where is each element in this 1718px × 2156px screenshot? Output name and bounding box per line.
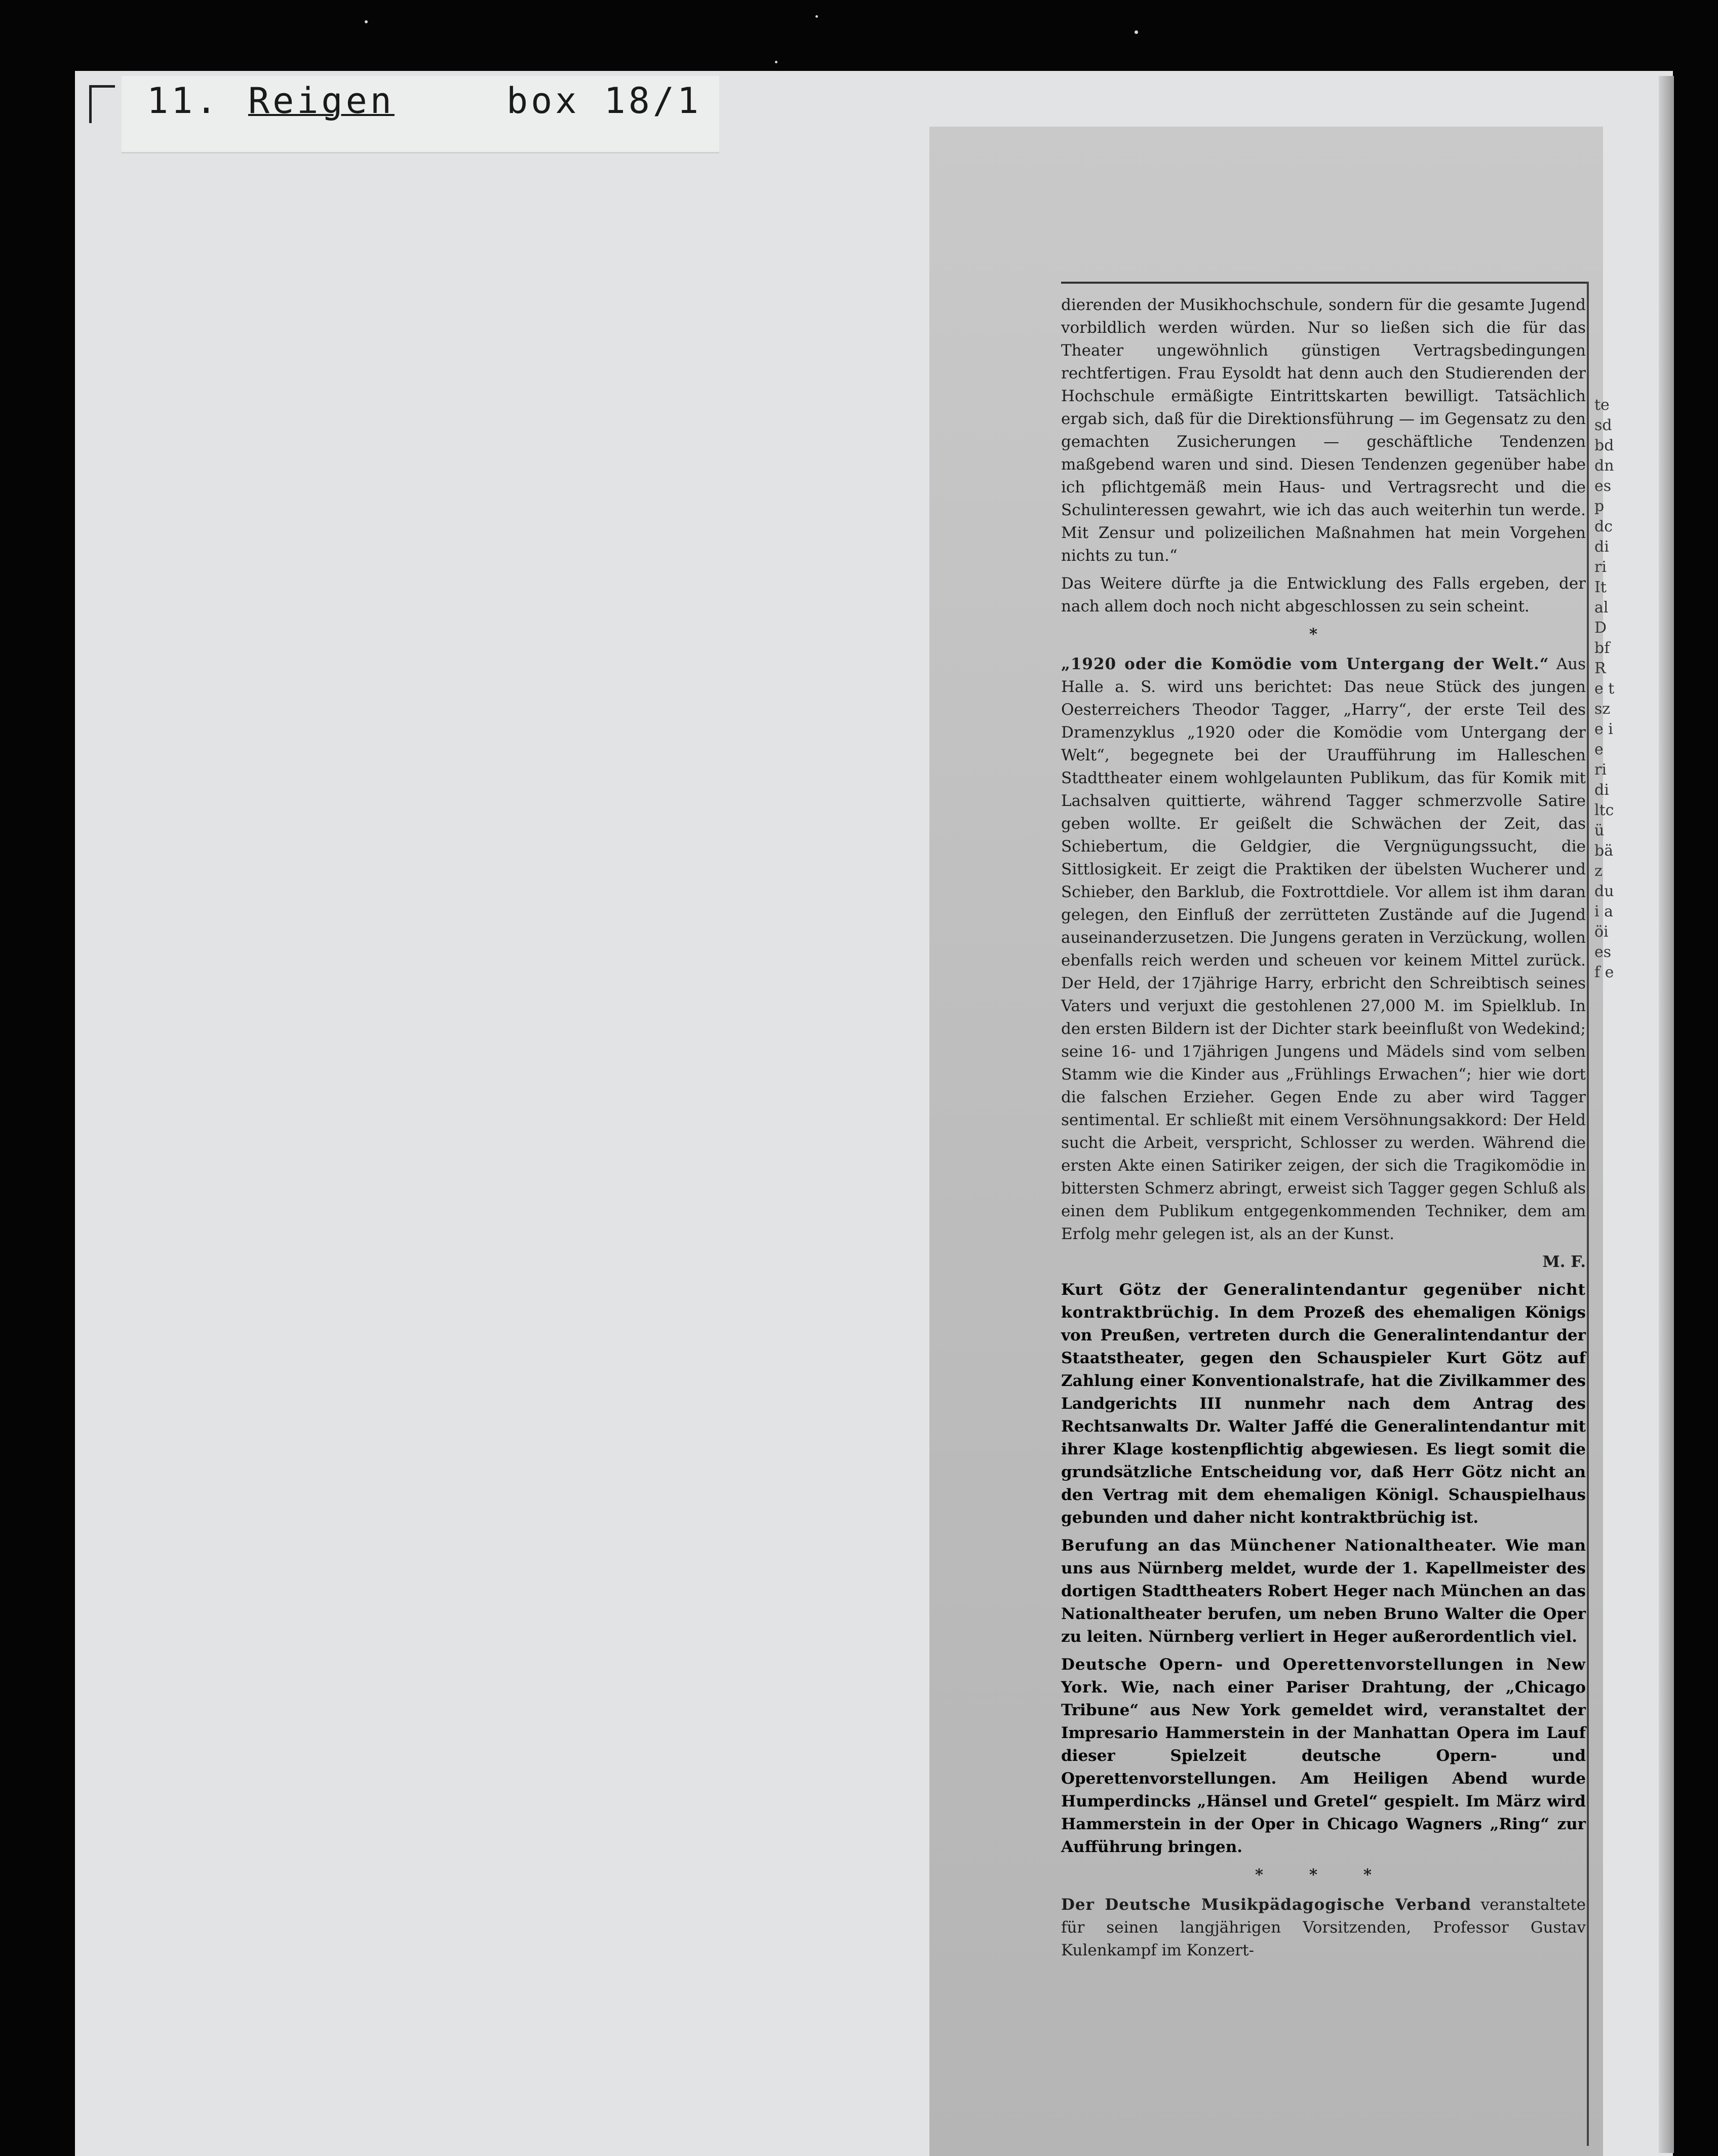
paragraph-closing: Das Weitere dürfte ja die Entwicklung des Falls ergeben, der nach allem doch noch nicht abgeschlossen zu sein scheint. xyxy=(1061,574,1586,615)
article-verband xyxy=(1061,1894,1586,1962)
section-separator: * * * xyxy=(1255,1866,1392,1884)
label-box-number: box 18/1 xyxy=(506,80,702,122)
article-goetz-body: In dem Prozeß des ehemaligen Königs von Preußen, vertreten durch die Generalintendantur der Staatstheater, gegen den Schauspieler Kurt Götz auf Zahlung einer Konventionalstrafe, hat die Zivilkammer des Landgerichts III nunmehr nach dem Antrag des Rechtsanwalts Dr. Walter Jaffé die Generalintendantur mit ihrer Klage kostenpflichtig abgewiesen. Es liegt somit die grundsätzliche Entscheidung vor, daß Herr Götz nicht an den Vertrag mit dem ehemaligen Königl. Schauspielhaus gebunden und daher nicht kontraktbrüchig ist. xyxy=(1061,1303,1586,1527)
scan-dust xyxy=(815,15,818,18)
article-verband-body: veranstaltete für seinen langjährigen Vorsitzenden, Professor Gustav Kulenkampf im Konzert- xyxy=(1061,1896,1586,1959)
label-title: Reigen xyxy=(248,80,395,122)
sheet-edge-shadow xyxy=(1659,76,1674,2153)
clipping-text-column xyxy=(1061,294,1586,1967)
scan-dust xyxy=(365,20,368,23)
article-1920-headline: „1920 oder die Komödie vom Untergang der Welt.“ xyxy=(1061,655,1549,673)
scan-dust xyxy=(1135,30,1138,34)
corner-bracket-mark xyxy=(89,85,115,123)
neighbor-column-fragment: tesdbddnesp dcdi ri Ital Dbf Re tsze ie ri di ltc ü bäz dui aöi esf e xyxy=(1594,396,1615,981)
article-muenchen-body: Wie man uns aus Nürnberg meldet, wurde der 1. Kapellmeister des dortigen Stadttheaters Robert Heger nach München an das Nationaltheater berufen, um neben Bruno Walter die Oper zu leiten. Nürnberg verliert in Heger außerordentlich viel. xyxy=(1061,1536,1586,1646)
article-muenchen-headline: Berufung an das Münchener Nationaltheater. xyxy=(1061,1536,1497,1555)
column-divider-rule xyxy=(1587,282,1589,2146)
article-muenchen xyxy=(1061,1534,1586,1648)
article-goetz-headline: Kurt Götz der Generalintendantur gegenüber nicht kontraktbrüchig. xyxy=(1061,1281,1586,1322)
clipping-top-rule xyxy=(1061,282,1588,284)
article-1920-body: Aus Halle a. S. wird uns berichtet: Das neue Stück des jungen Oesterreichers Theodor Tagger, „Harry“, der erste Teil des Dramenzyklus „1920 oder die Komödie vom Untergang der Welt“, begegnete bei der Uraufführung im Halleschen Stadttheater einem wohlgelaunten Publikum, das für Komik mit Lachsalven quittierte, während Tagger schmerzvolle Satire geben wollte. Er geißelt die Schwächen der Zeit, das Schiebertum, die Geldgier, die Vergnügungssucht, die Sittlosigkeit. Er zeigt die Praktiken der übelsten Wucherer und Schieber, den Barklub, die Foxtrottdiele. Vor allem ist ihm daran gelegen, den Einfluß der zerrütteten Zustände auf die Jugend auseinanderzusetzen. Die Jungens geraten in Verzückung, wollen ebenfalls reich werden und scheuen vor keinem Mittel zurück. Der Held, der 17jährige Harry, erbricht den Schreibtisch seines Vaters und verjuxt die gestohlenen 27,000 M. im Spielklub. In den ersten Bildern ist der Dichter stark beeinflußt von Wedekind; seine 16- und 17jährigen Jungens und Mädels sind vom selben Stamm wie die Kinder aus „Frühlings Erwachen“; hier wie dort die falschen Erzieher. Gegen Ende zu aber wird Tagger sentimental. Er schließt mit einem Versöhnungsakkord: Der Held sucht die Arbeit, verspricht, Schlosser zu werden. Während die ersten Akte einen Satiriker zeigen, der sich die Tragikomödie in bittersten Schmerz abringt, erweist sich Tagger gegen Schluß als einen dem Publikum entgegenkommenden Techniker, dem am Erfolg mehr gelegen ist, als an der Kunst. xyxy=(1061,655,1586,1243)
article-newyork-headline: Deutsche Opern- und Operettenvorstellungen in New York. xyxy=(1061,1655,1586,1697)
article-1920 xyxy=(1061,653,1586,1246)
section-separator: * xyxy=(1309,625,1338,643)
article-verband-headline: Der Deutsche Musikpädagogische Verband xyxy=(1061,1896,1471,1914)
article-1920-signature: M. F. xyxy=(1542,1253,1586,1271)
paragraph-continued: dierenden der Musikhochschule, sondern für die gesamte Jugend vorbildlich werden würden. Nur so ließen sich die für das Theater ungewöhnlich günstigen Vertragsbedingungen rechtfertigen. Frau Eysoldt hat denn auch den Studierenden der Hochschule ermäßigte Eintrittskarten bewilligt. Tatsächlich ergab sich, daß für die Direktionsführung — im Gegensatz zu den gemachten Zusicherungen — geschäftliche Tendenzen maßgebend waren und sind. Diesen Tendenzen gegenüber habe ich pflichtgemäß mein Haus- und Vertragsrecht und die Schulinteressen gewahrt, wie ich das auch weiterhin tun werde. Mit Zensur und polizeilichen Maßnahmen hat mein Vorgehen nichts zu tun.“ xyxy=(1061,296,1586,565)
scan-dust xyxy=(775,61,777,63)
article-newyork-body: Wie, nach einer Pariser Drahtung, der „Chicago Tribune“ aus New York gemeldet wird, veranstaltet der Impresario Hammerstein in der Manhattan Opera im Lauf dieser Spielzeit deutsche Opern- und Operettenvorstellungen. Am Heiligen Abend wurde Humperdincks „Hänsel und Gretel“ gespielt. Im März wird Hammerstein in der Oper in Chicago Wagners „Ring“ zur Aufführung bringen. xyxy=(1061,1678,1586,1856)
label-number: 11. xyxy=(147,80,220,122)
article-goetz xyxy=(1061,1279,1586,1529)
article-newyork xyxy=(1061,1653,1586,1859)
